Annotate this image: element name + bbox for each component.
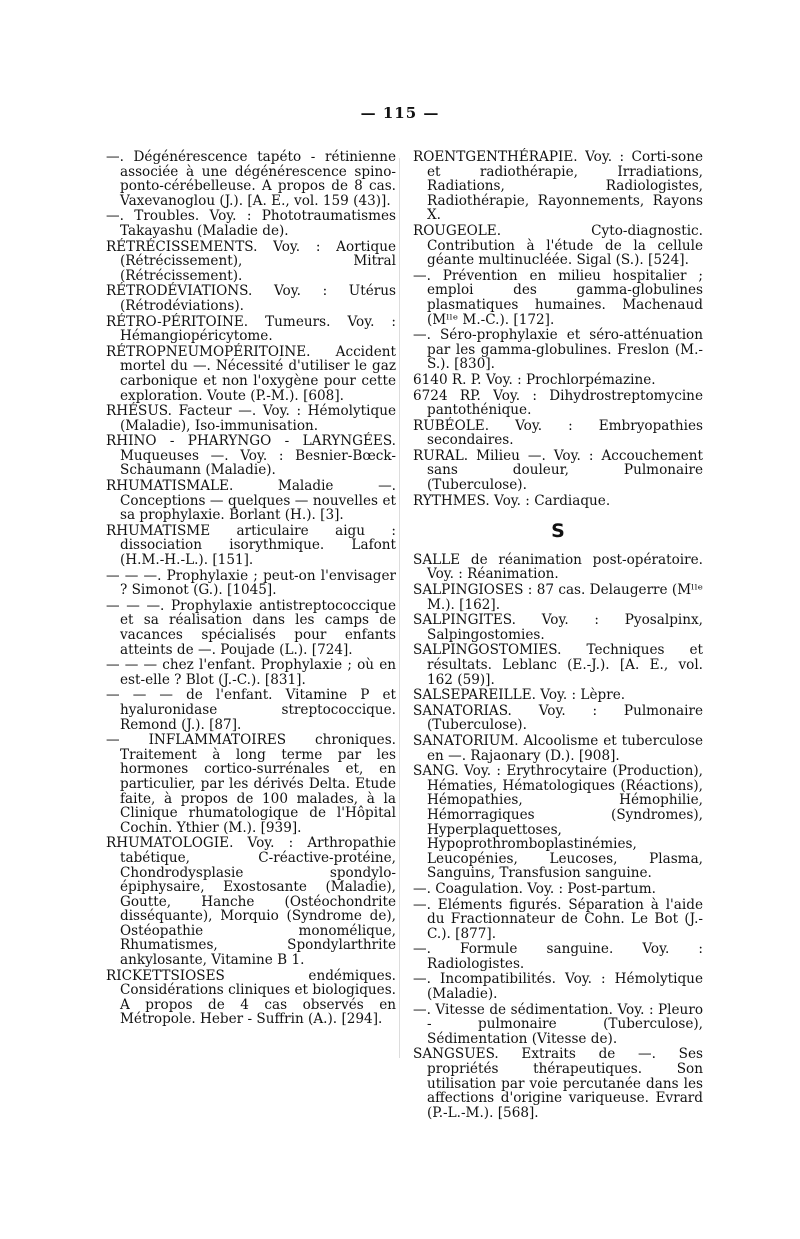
- index-entry: SALPINGIOSES : 87 cas. Delaugerre (Mˡˡᵉ M.). [162].: [413, 582, 704, 613]
- index-entry: — INFLAMMATOIRES chroniques. Traitement à long terme par les hormones cortico-surrénales et, en particulier, par les dérivés Delta. Etude faite, à propos de 100 malades, à la Clinique rhumatologique de l'Hôpital Cochin. Ythier (M.). [939].: [106, 732, 396, 836]
- index-entry: SANGSUES. Extraits de —. Ses propriétés thérapeutiques. Son utilisation par voie percutanée dans les affections d'origine variqueuse. Evrard (P.-L.-M.). [568].: [413, 1046, 703, 1121]
- index-entry: SALLE de réanimation post-opératoire. Voy. : Réanimation.: [413, 551, 703, 583]
- column-divider: [399, 158, 400, 1058]
- index-entry: RHINO - PHARYNGO - LARYNGÉES. Muqueuses —. Voy. : Besnier-Bœck-Schaumann (Maladie).: [106, 433, 396, 479]
- index-entry: RURAL. Milieu —. Voy. : Accouchement sans douleur, Pulmonaire (Tuberculose).: [413, 447, 703, 494]
- section-letter: S: [551, 520, 565, 543]
- index-entry: 6140 R. P. Voy. : Prochlorpémazine.: [413, 371, 656, 388]
- index-entry: RHUMATISME articulaire aigu : dissociation isorythmique. Lafont (H.M.-H.-L.). [151].: [106, 522, 396, 569]
- index-entry: RHUMATOLOGIE. Voy. : Arthropathie tabétique, C-réactive-protéine, Chondrodysplasie spondylo-épiphysaire, Exostosante (Maladie), Goutte, Hanche (Ostéochondrite disséquante), Morquio (Syndrome de), Ostéopathie monomélique, Rhumatismes, Spondylarthrite ankylosante, Vitamine B 1.: [106, 835, 396, 969]
- index-entry: RÉTRODÉVIATIONS. Voy. : Utérus (Rétrodéviations).: [106, 283, 396, 314]
- index-entry: RHÉSUS. Facteur —. Voy. : Hémolytique (Maladie), Iso-immunisation.: [106, 403, 396, 434]
- index-entry: RÉTROPNEUMOPÉRITOINE. Accident mortel du —. Nécessité d'utiliser le gaz carbonique et non l'oxygène pour cette exploration. Voute (P.-M.). [608].: [106, 343, 396, 404]
- index-entry: — — —. Prophylaxie ; peut-on l'envisager ? Simonot (G.). [1045].: [106, 567, 396, 599]
- index-entry: —. Troubles. Voy. : Phototraumatismes Takayashu (Maladie de).: [106, 208, 396, 239]
- index-entry: —. Dégénérescence tapéto - rétinienne associée à une dégénérescence spino-ponto-cérébelleuse. A propos de 8 cas. Vaxevanoglou (J.). [A. E., vol. 159 (43)].: [106, 149, 396, 209]
- index-entry: SALPINGOSTOMIES. Techniques et résultats. Leblanc (E.-J.). [A. E., vol. 162 (59)].: [413, 642, 703, 688]
- index-entry: —. Coagulation. Voy. : Post-partum.: [413, 880, 656, 897]
- index-entry: RÉTRÉCISSEMENTS. Voy. : Aortique (Rétrécissement), Mitral (Rétrécissement).: [106, 238, 396, 284]
- index-entry: ROUGEOLE. Cyto-diagnostic. Contribution à l'étude de la cellule géante multinucléée. Sigal (S.). [524].: [413, 222, 703, 269]
- index-entry: 6724 RP. Voy. : Dihydrostreptomycine pantothénique.: [413, 387, 703, 419]
- index-entry: RHUMATISMALE. Maladie —. Conceptions — quelques — nouvelles et sa prophylaxie. Borlant (H.). [3].: [106, 478, 396, 524]
- page-number: — 115 —: [360, 104, 440, 122]
- index-entry: SANATORIAS. Voy. : Pulmonaire (Tuberculose).: [413, 702, 703, 734]
- index-entry: RYTHMES. Voy. : Cardiaque.: [413, 492, 611, 509]
- index-entry: SALSEPAREILLE. Voy. : Lèpre.: [413, 687, 626, 704]
- index-entry: RÉTRO-PÉRITOINE. Tumeurs. Voy. : Hémangiopéricytome.: [106, 313, 396, 345]
- index-entry: — — — de l'enfant. Vitamine P et hyaluronidase streptococcique. Remond (J.). [87].: [106, 687, 396, 733]
- index-entry: — — —. Prophylaxie antistreptococcique et sa réalisation dans les camps de vacances spécialisés pour enfants atteints de —. Poujade (L.). [724].: [106, 597, 396, 658]
- left-column: [106, 150, 396, 1028]
- right-column: [413, 150, 703, 1121]
- index-entry: RUBÉOLE. Voy. : Embryopathies secondaires.: [413, 417, 703, 449]
- index-entry: SANATORIUM. Alcoolisme et tuberculose en —. Rajaonary (D.). [908].: [413, 732, 703, 764]
- index-entry: —. Eléments figurés. Séparation à l'aide du Fractionnateur de Cohn. Le Bot (J.-C.). [877].: [413, 896, 703, 942]
- index-entry: ROENTGENTHÉRAPIE. Voy. : Corti-sone et radiothérapie, Irradiations, Radiations, Radiologistes, Radiothérapie, Rayonnements, Rayons X.: [413, 149, 703, 224]
- index-entry: —. Séro-prophylaxie et séro-atténuation par les gamma-globulines. Freslon (M.-S.). [830].: [413, 327, 703, 373]
- index-entry: SANG. Voy. : Erythrocytaire (Production), Hématies, Hématologiques (Réactions), Hémopathies, Hémophilie, Hémorragiques (Syndromes), Hyperplaquettoses, Hypoprothromboplastinémies, Leucopénies, Leucoses, Plasma, Sanguins, Transfusion sanguine.: [413, 763, 703, 882]
- index-entry: —. Vitesse de sédimentation. Voy. : Pleuro - pulmonaire (Tuberculose), Sédimentation (Vitesse de).: [413, 1001, 703, 1047]
- index-entry: — — — chez l'enfant. Prophylaxie ; où en est-elle ? Blot (J.-C.). [831].: [106, 657, 396, 688]
- index-entry: —. Prévention en milieu hospitalier ; emploi des gamma-globulines plasmatiques humaines. Machenaud (Mˡˡᵉ M.-C.). [172].: [413, 267, 703, 328]
- index-entry: —. Incompatibilités. Voy. : Hémolytique (Maladie).: [413, 971, 703, 1003]
- index-entry: SALPINGITES. Voy. : Pyosalpinx, Salpingostomies.: [413, 612, 703, 643]
- index-entry: —. Formule sanguine. Voy. : Radiologistes.: [413, 941, 703, 972]
- index-entry: RICKETTSIOSES endémiques. Considérations cliniques et biologiques. A propos de 4 cas observés en Métropole. Heber - Suffrin (A.). [294].: [106, 967, 396, 1028]
